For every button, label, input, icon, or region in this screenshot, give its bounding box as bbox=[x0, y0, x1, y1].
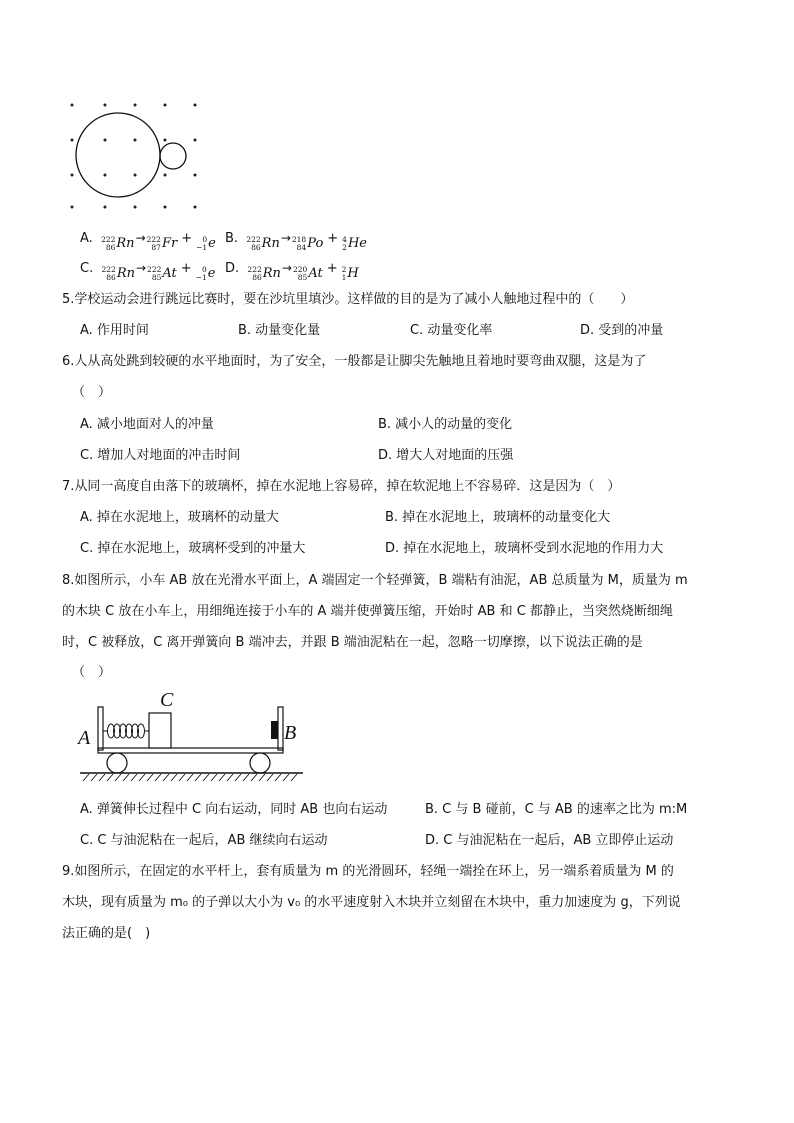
field-dots bbox=[71, 104, 197, 209]
q4-option-a: A. 222 86 Rn → 222 87 Fr + 0 −1 e bbox=[80, 231, 216, 252]
q7-option-d: D. 掉在水泥地上，玻璃杯受到水泥地的作用力大 bbox=[385, 541, 664, 556]
label-a: A bbox=[78, 727, 91, 749]
cart-wall-a bbox=[98, 707, 103, 750]
compressed-spring bbox=[103, 724, 149, 738]
q8-paren: （ ） bbox=[72, 665, 112, 680]
q9-stem-line-3: 法正确的是( ) bbox=[62, 926, 151, 941]
q8-option-c: C. C 与油泥粘在一起后，AB 继续向右运动 bbox=[80, 833, 328, 848]
right-wheel bbox=[250, 753, 270, 773]
q8-option-d: D. C 与油泥粘在一起后，AB 立即停止运动 bbox=[425, 833, 674, 848]
q8-stem-line-3: 时，C 被释放，C 离开弹簧向 B 端冲去，并跟 B 端油泥粘在一起，忽略一切摩擦，以下说法正确的是 bbox=[62, 635, 643, 650]
q4-option-c: C. 222 86 Rn → 222 85 At + 0 −1 e bbox=[80, 261, 216, 282]
q4-field-figure bbox=[60, 95, 260, 215]
q4-option-d: D. 222 86 Rn → 220 85 At + 2 1 H bbox=[225, 261, 359, 282]
q6-option-a: A. 减小地面对人的冲量 bbox=[80, 417, 214, 432]
q4-option-b: B. 222 86 Rn → 218 84 Po + 4 2 He bbox=[225, 231, 367, 252]
q5-option-b: B. 动量变化量 bbox=[238, 323, 321, 338]
left-wheel bbox=[107, 753, 127, 773]
cart-wall-b bbox=[278, 707, 283, 750]
q8-option-b: B. C 与 B 碰前，C 与 AB 的速率之比为 m:M bbox=[425, 802, 688, 817]
q7-option-a: A. 掉在水泥地上，玻璃杯的动量大 bbox=[80, 510, 279, 525]
q7-option-b: B. 掉在水泥地上，玻璃杯的动量变化大 bbox=[385, 510, 611, 525]
block-c bbox=[149, 713, 171, 748]
q6-paren: （ ） bbox=[72, 385, 112, 400]
q8-option-a: A. 弹簧伸长过程中 C 向右运动，同时 AB 也向右运动 bbox=[80, 802, 388, 817]
small-track-circle bbox=[160, 143, 186, 169]
q5-option-d: D. 受到的冲量 bbox=[580, 323, 664, 338]
q5-option-a: A. 作用时间 bbox=[80, 323, 149, 338]
q8-stem-line-1: 8.如图所示，小车 AB 放在光滑水平面上，A 端固定一个轻弹簧，B 端粘有油泥，AB 总质量为 M，质量为 m bbox=[62, 573, 688, 588]
q6-stem: 6.人从高处跳到较硬的水平地面时，为了安全，一般都是让脚尖先触地且着地时要弯曲双腿，这是为了 bbox=[62, 354, 647, 369]
q7-stem: 7.从同一高度自由落下的玻璃杯，掉在水泥地上容易碎，掉在软泥地上不容易碎．这是因为（ ） bbox=[62, 479, 621, 494]
large-track-circle bbox=[76, 113, 160, 197]
q7-option-c: C. 掉在水泥地上，玻璃杯受到的冲量大 bbox=[80, 541, 306, 556]
cart-base bbox=[98, 748, 283, 753]
q5-stem: 5.学校运动会进行跳远比赛时，要在沙坑里填沙。这样做的目的是为了减小人触地过程中的（ ） bbox=[62, 292, 634, 307]
q6-option-c: C. 增加人对地面的冲击时间 bbox=[80, 448, 241, 463]
q9-stem-line-1: 9.如图所示，在固定的水平杆上，套有质量为 m 的光滑圆环，轻绳一端拴在环上，另一端系着质量为 M 的 bbox=[62, 864, 674, 879]
q8-cart-figure bbox=[75, 685, 305, 785]
q6-option-d: D. 增大人对地面的压强 bbox=[378, 448, 514, 463]
q6-option-b: B. 减小人的动量的变化 bbox=[378, 417, 513, 432]
label-c: C bbox=[160, 689, 174, 711]
q8-stem-line-2: 的木块 C 放在小车上，用细绳连接于小车的 A 端并使弹簧压缩，开始时 AB 和 C 都静止，当突然烧断细绳 bbox=[62, 604, 673, 619]
q5-option-c: C. 动量变化率 bbox=[410, 323, 493, 338]
q9-stem-line-2: 木块，现有质量为 m₀ 的子弹以大小为 v₀ 的水平速度射入木块并立刻留在木块中，重力加速度为 g，下列说 bbox=[62, 895, 681, 910]
oil-putty bbox=[271, 721, 278, 739]
ground-hatching bbox=[83, 774, 297, 781]
label-b: B bbox=[284, 722, 297, 744]
